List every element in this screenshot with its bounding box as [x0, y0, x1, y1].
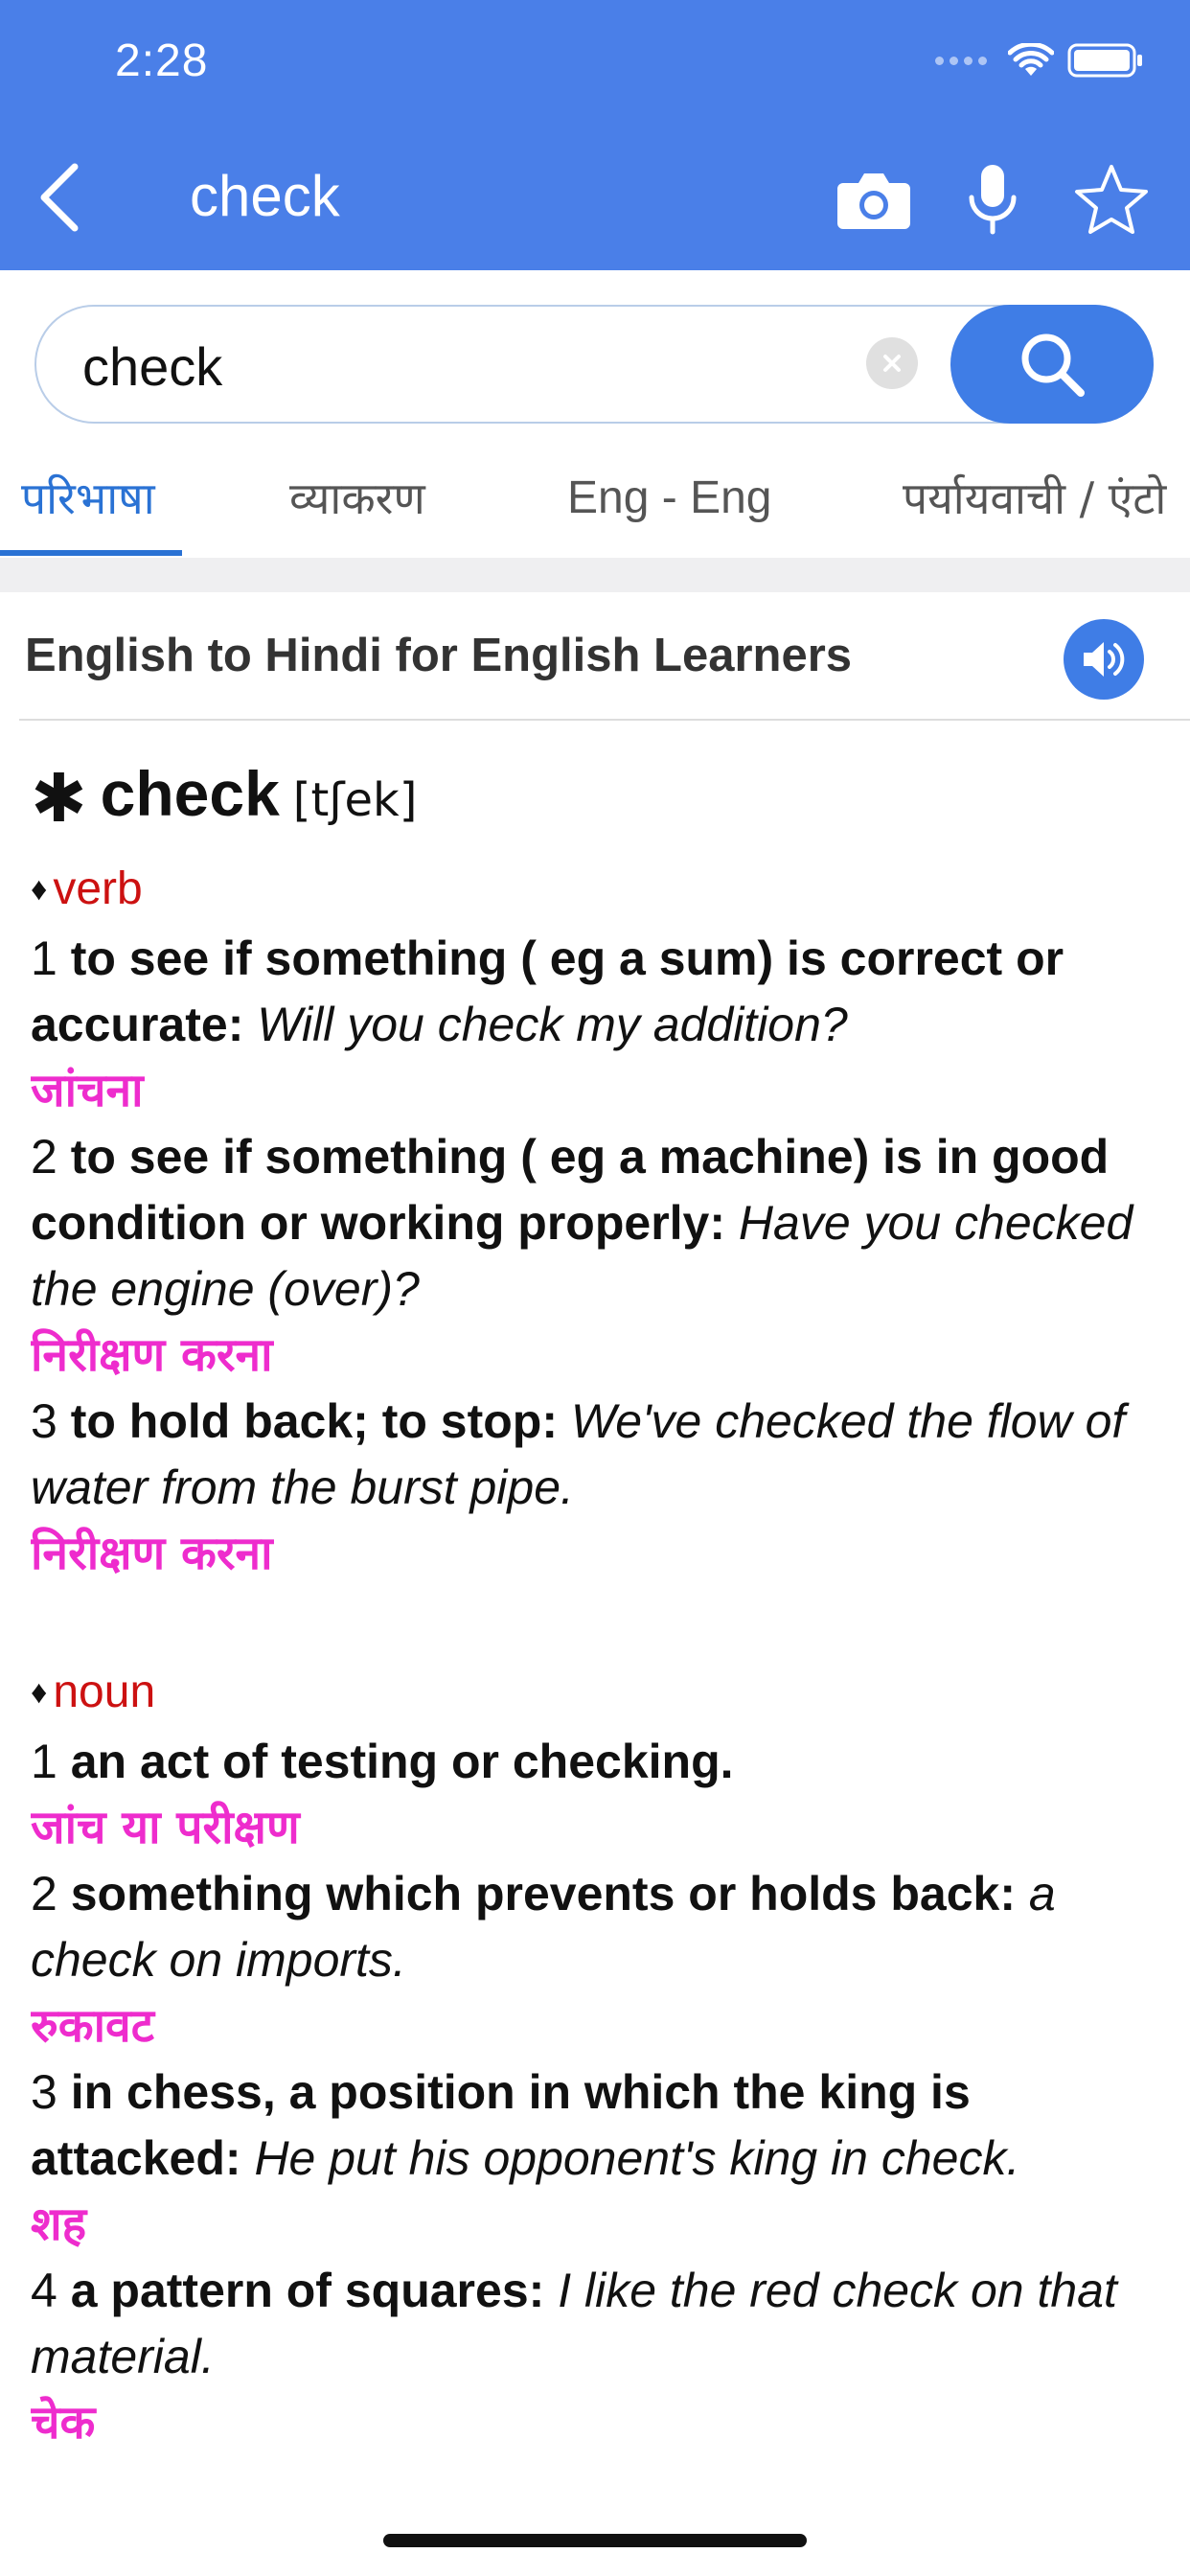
microphone-icon	[964, 163, 1021, 236]
sense-item	[31, 2258, 1161, 2390]
search-button[interactable]	[950, 305, 1154, 424]
hindi-translation: शह	[31, 2197, 87, 2251]
part-of-speech	[31, 857, 1161, 926]
headword: check	[100, 758, 280, 829]
sense-example: He put his opponent's king in check.	[254, 2131, 1020, 2185]
definition-content	[31, 757, 1161, 2472]
sense-number: 3	[31, 2065, 57, 2119]
search-bar	[34, 305, 1154, 424]
home-indicator[interactable]	[383, 2534, 807, 2547]
part-of-speech	[31, 1660, 1161, 1729]
chevron-left-icon	[29, 161, 96, 234]
pronounce-button[interactable]	[1064, 619, 1144, 700]
nav-bar	[0, 125, 1190, 270]
sense-definition: to see if something ( eg a sum) is correct or accurate:	[31, 932, 1064, 1051]
microphone-button[interactable]	[952, 161, 1033, 238]
tab-definition[interactable]: परिभाषा	[21, 472, 155, 524]
hindi-translation: जांच या परीक्षण	[31, 1801, 300, 1854]
sense-item	[31, 1729, 1161, 1795]
hindi-translation: रुकावट	[31, 1999, 154, 2053]
sense-example: Have you checked the engine (over)?	[31, 1196, 1133, 1316]
hindi-translation: निरीक्षण करना	[31, 1328, 273, 1382]
diamond-icon: ♦	[31, 1674, 48, 1711]
hindi-translation: चेक	[31, 2396, 96, 2450]
sense-example: Will you check my addition?	[257, 998, 848, 1051]
section-header	[0, 592, 1190, 719]
hindi-translation: निरीक्षण करना	[31, 1527, 273, 1580]
tab-synonyms[interactable]: पर्यायवाची / एंटो	[903, 472, 1167, 524]
tab-eng-eng[interactable]: Eng - Eng	[567, 472, 772, 523]
tab-grammar[interactable]: व्याकरण	[289, 472, 425, 524]
status-bar	[0, 0, 1190, 125]
page-title: check	[190, 164, 340, 228]
sense-item	[31, 2059, 1161, 2192]
diamond-icon: ♦	[31, 871, 48, 908]
sense-example: I like the red check on that material.	[31, 2264, 1117, 2383]
clear-search-button[interactable]	[866, 337, 918, 389]
asterisk-icon: ✱	[31, 759, 87, 838]
status-time: 2:28	[115, 35, 209, 86]
sense-definition: a pattern of squares:	[70, 2264, 545, 2317]
sense-number: 2	[31, 1867, 57, 1920]
divider	[19, 719, 1190, 721]
sense-item	[31, 1861, 1161, 1993]
favorite-button[interactable]	[1071, 161, 1152, 238]
pos-label: noun	[53, 1667, 156, 1717]
battery-icon	[1067, 42, 1144, 79]
sense-item	[31, 1124, 1161, 1322]
close-icon	[880, 351, 904, 376]
search-icon	[1014, 326, 1090, 402]
sense-number: 3	[31, 1394, 57, 1448]
active-tab-indicator	[0, 550, 182, 556]
signal-icon	[935, 57, 987, 65]
divider	[0, 558, 1190, 592]
search-input[interactable]	[80, 332, 851, 401]
sense-number: 1	[31, 932, 57, 985]
sense-number: 2	[31, 1130, 57, 1184]
sense-definition: an act of testing or checking.	[70, 1735, 734, 1788]
star-icon	[1073, 163, 1150, 236]
camera-button[interactable]	[834, 161, 914, 238]
tab-bar	[0, 450, 1190, 558]
sense-example: We've checked the flow of water from the burst pipe.	[31, 1394, 1126, 1514]
pos-label: verb	[53, 863, 143, 914]
sense-item	[31, 926, 1161, 1058]
section-title: English to Hindi for English Learners	[25, 630, 853, 681]
speaker-icon	[1080, 637, 1128, 681]
sense-number: 1	[31, 1735, 57, 1788]
sense-number: 4	[31, 2264, 57, 2317]
status-indicators	[935, 42, 1144, 79]
sense-definition: to hold back; to stop:	[70, 1394, 558, 1448]
camera-icon	[835, 168, 912, 231]
hindi-translation: जांचना	[31, 1064, 144, 1117]
sense-item	[31, 1389, 1161, 1521]
sense-example: a check on imports.	[31, 1867, 1056, 1987]
headword-line	[31, 757, 1161, 849]
back-button[interactable]	[29, 161, 96, 234]
phonetic: [tʃek]	[292, 773, 418, 827]
wifi-icon	[1008, 43, 1054, 78]
sense-definition: to see if something ( eg a machine) is in good condition or working properly:	[31, 1130, 1110, 1250]
sense-definition: something which prevents or holds back:	[70, 1867, 1016, 1920]
sense-definition: in chess, a position in which the king is attacked:	[31, 2065, 971, 2185]
